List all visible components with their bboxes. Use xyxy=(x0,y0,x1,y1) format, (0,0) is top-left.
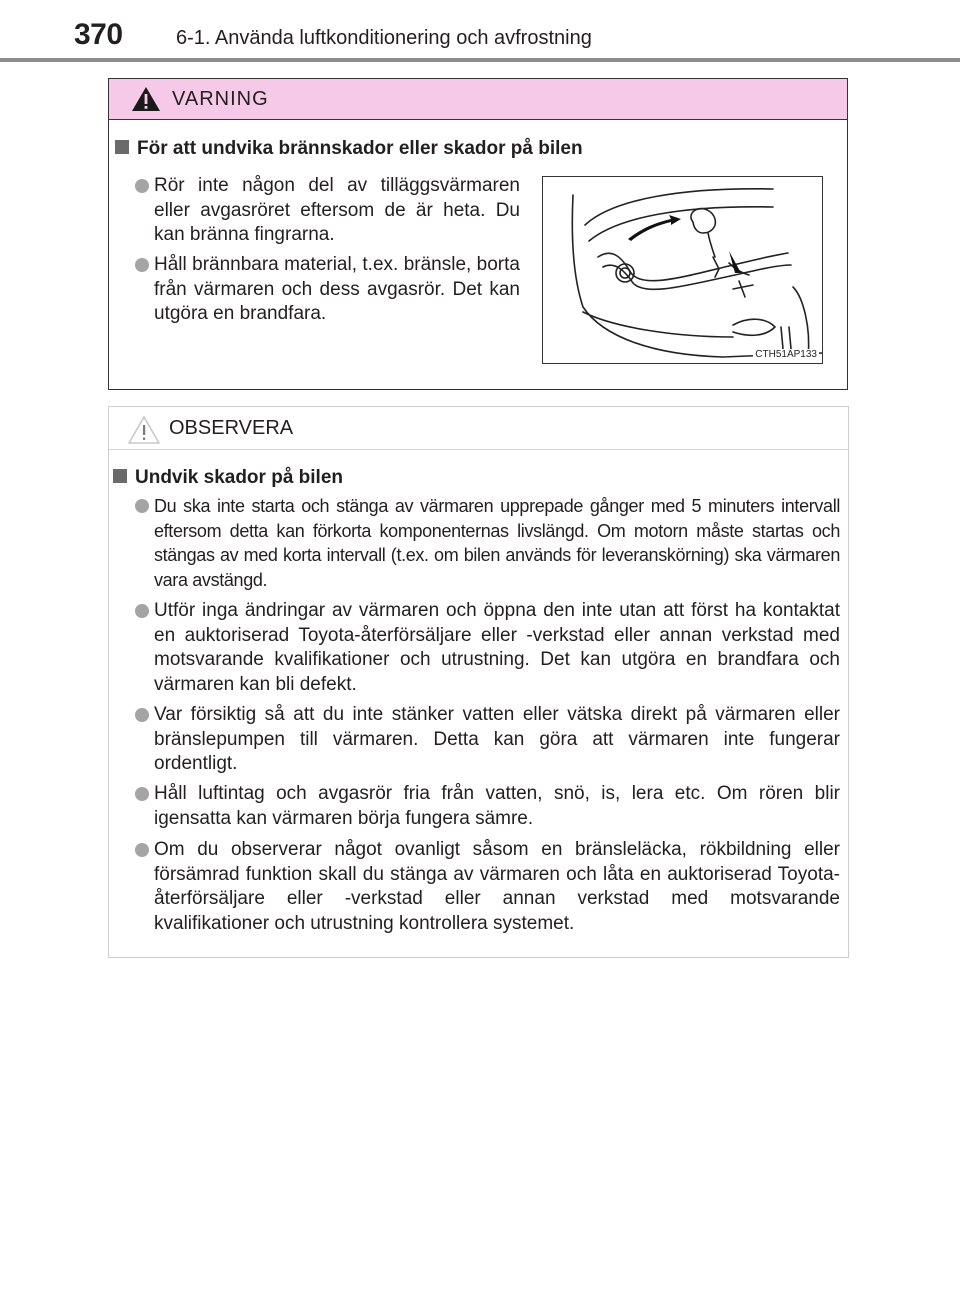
warning-item-text: Håll brännbara material, t.ex. bränsle, borta från värmaren och dess avgasrör. Det kan utgöra en brandfara. xyxy=(154,254,520,324)
notice-label: OBSERVERA xyxy=(169,417,294,439)
caution-triangle-icon xyxy=(127,415,161,445)
warning-label: VARNING xyxy=(172,88,269,110)
heater-illustration xyxy=(542,176,823,364)
notice-box xyxy=(108,406,849,958)
heading-square-icon xyxy=(113,469,127,483)
notice-item-4 xyxy=(154,782,840,831)
figure-code: CTH51AP133 xyxy=(755,349,817,360)
car-front-heater-illustration xyxy=(543,177,822,363)
page-header-title: 6-1. Använda luftkonditionering och avfrostning xyxy=(176,27,592,49)
bullet-dot-icon xyxy=(135,258,149,272)
bullet-dot-icon xyxy=(135,499,149,513)
notice-item-3 xyxy=(154,703,840,777)
page-number: 370 xyxy=(74,18,123,51)
warning-item-text: Rör inte någon del av tilläggsvärmaren eller avgasröret eftersom de är heta. Du kan bränna fingrarna. xyxy=(154,175,520,245)
warning-heading-text: För att undvika brännskador eller skador på bilen xyxy=(137,138,583,159)
notice-band xyxy=(109,407,848,450)
bullet-dot-icon xyxy=(135,179,149,193)
warning-band xyxy=(109,79,847,120)
notice-item-text: Var försiktig så att du inte stänker vatten eller vätska direkt på värmaren eller bränslepumpen till värmaren. Detta kan göra att värmaren inte fungerar ordentligt. xyxy=(154,704,840,774)
notice-item-1 xyxy=(154,494,840,592)
warning-triangle-icon xyxy=(131,86,161,112)
bullet-dot-icon xyxy=(135,843,149,857)
warning-heading xyxy=(115,138,583,160)
warning-item-1 xyxy=(154,174,520,248)
bullet-dot-icon xyxy=(135,708,149,722)
heading-square-icon xyxy=(115,140,129,154)
notice-item-5 xyxy=(154,838,840,936)
warning-box xyxy=(108,78,848,390)
notice-item-text: Om du observerar något ovanligt såsom en bränsleläcka, rökbildning eller försämrad funktion skall du stänga av värmaren och låta en auktoriserad Toyota-återförsäljare eller -verkstad eller annan verkstad med motsvarande kvalifikationer och utrustning kontrollera systemet. xyxy=(154,839,840,934)
notice-heading xyxy=(113,467,343,489)
notice-item-text: Du ska inte starta och stänga av värmaren upprepade gånger med 5 minuters intervall eftersom detta kan förkorta komponenternas livslängd. Om motorn måste startas och stängas av med korta intervall (t.ex. om bilen används för leveranskörning) ska värmaren vara avstängd. xyxy=(154,496,840,590)
notice-item-text: Utför inga ändringar av värmaren och öppna den inte utan att först ha kontaktat en auktoriserad Toyota-återförsäljare eller -verkstad eller annan verkstad med motsvarande kvalifikationer och utrustning. Det kan utgöra en brandfara och värmaren kan bli defekt. xyxy=(154,600,840,695)
warning-item-2 xyxy=(154,253,520,327)
notice-heading-text: Undvik skador på bilen xyxy=(135,467,343,488)
notice-item-text: Håll luftintag och avgasrör fria från vatten, snö, is, lera etc. Om rören blir igensatta kan värmaren börja fungera sämre. xyxy=(154,783,840,829)
header-rule xyxy=(0,58,960,62)
notice-item-2 xyxy=(154,599,840,697)
bullet-dot-icon xyxy=(135,787,149,801)
bullet-dot-icon xyxy=(135,604,149,618)
